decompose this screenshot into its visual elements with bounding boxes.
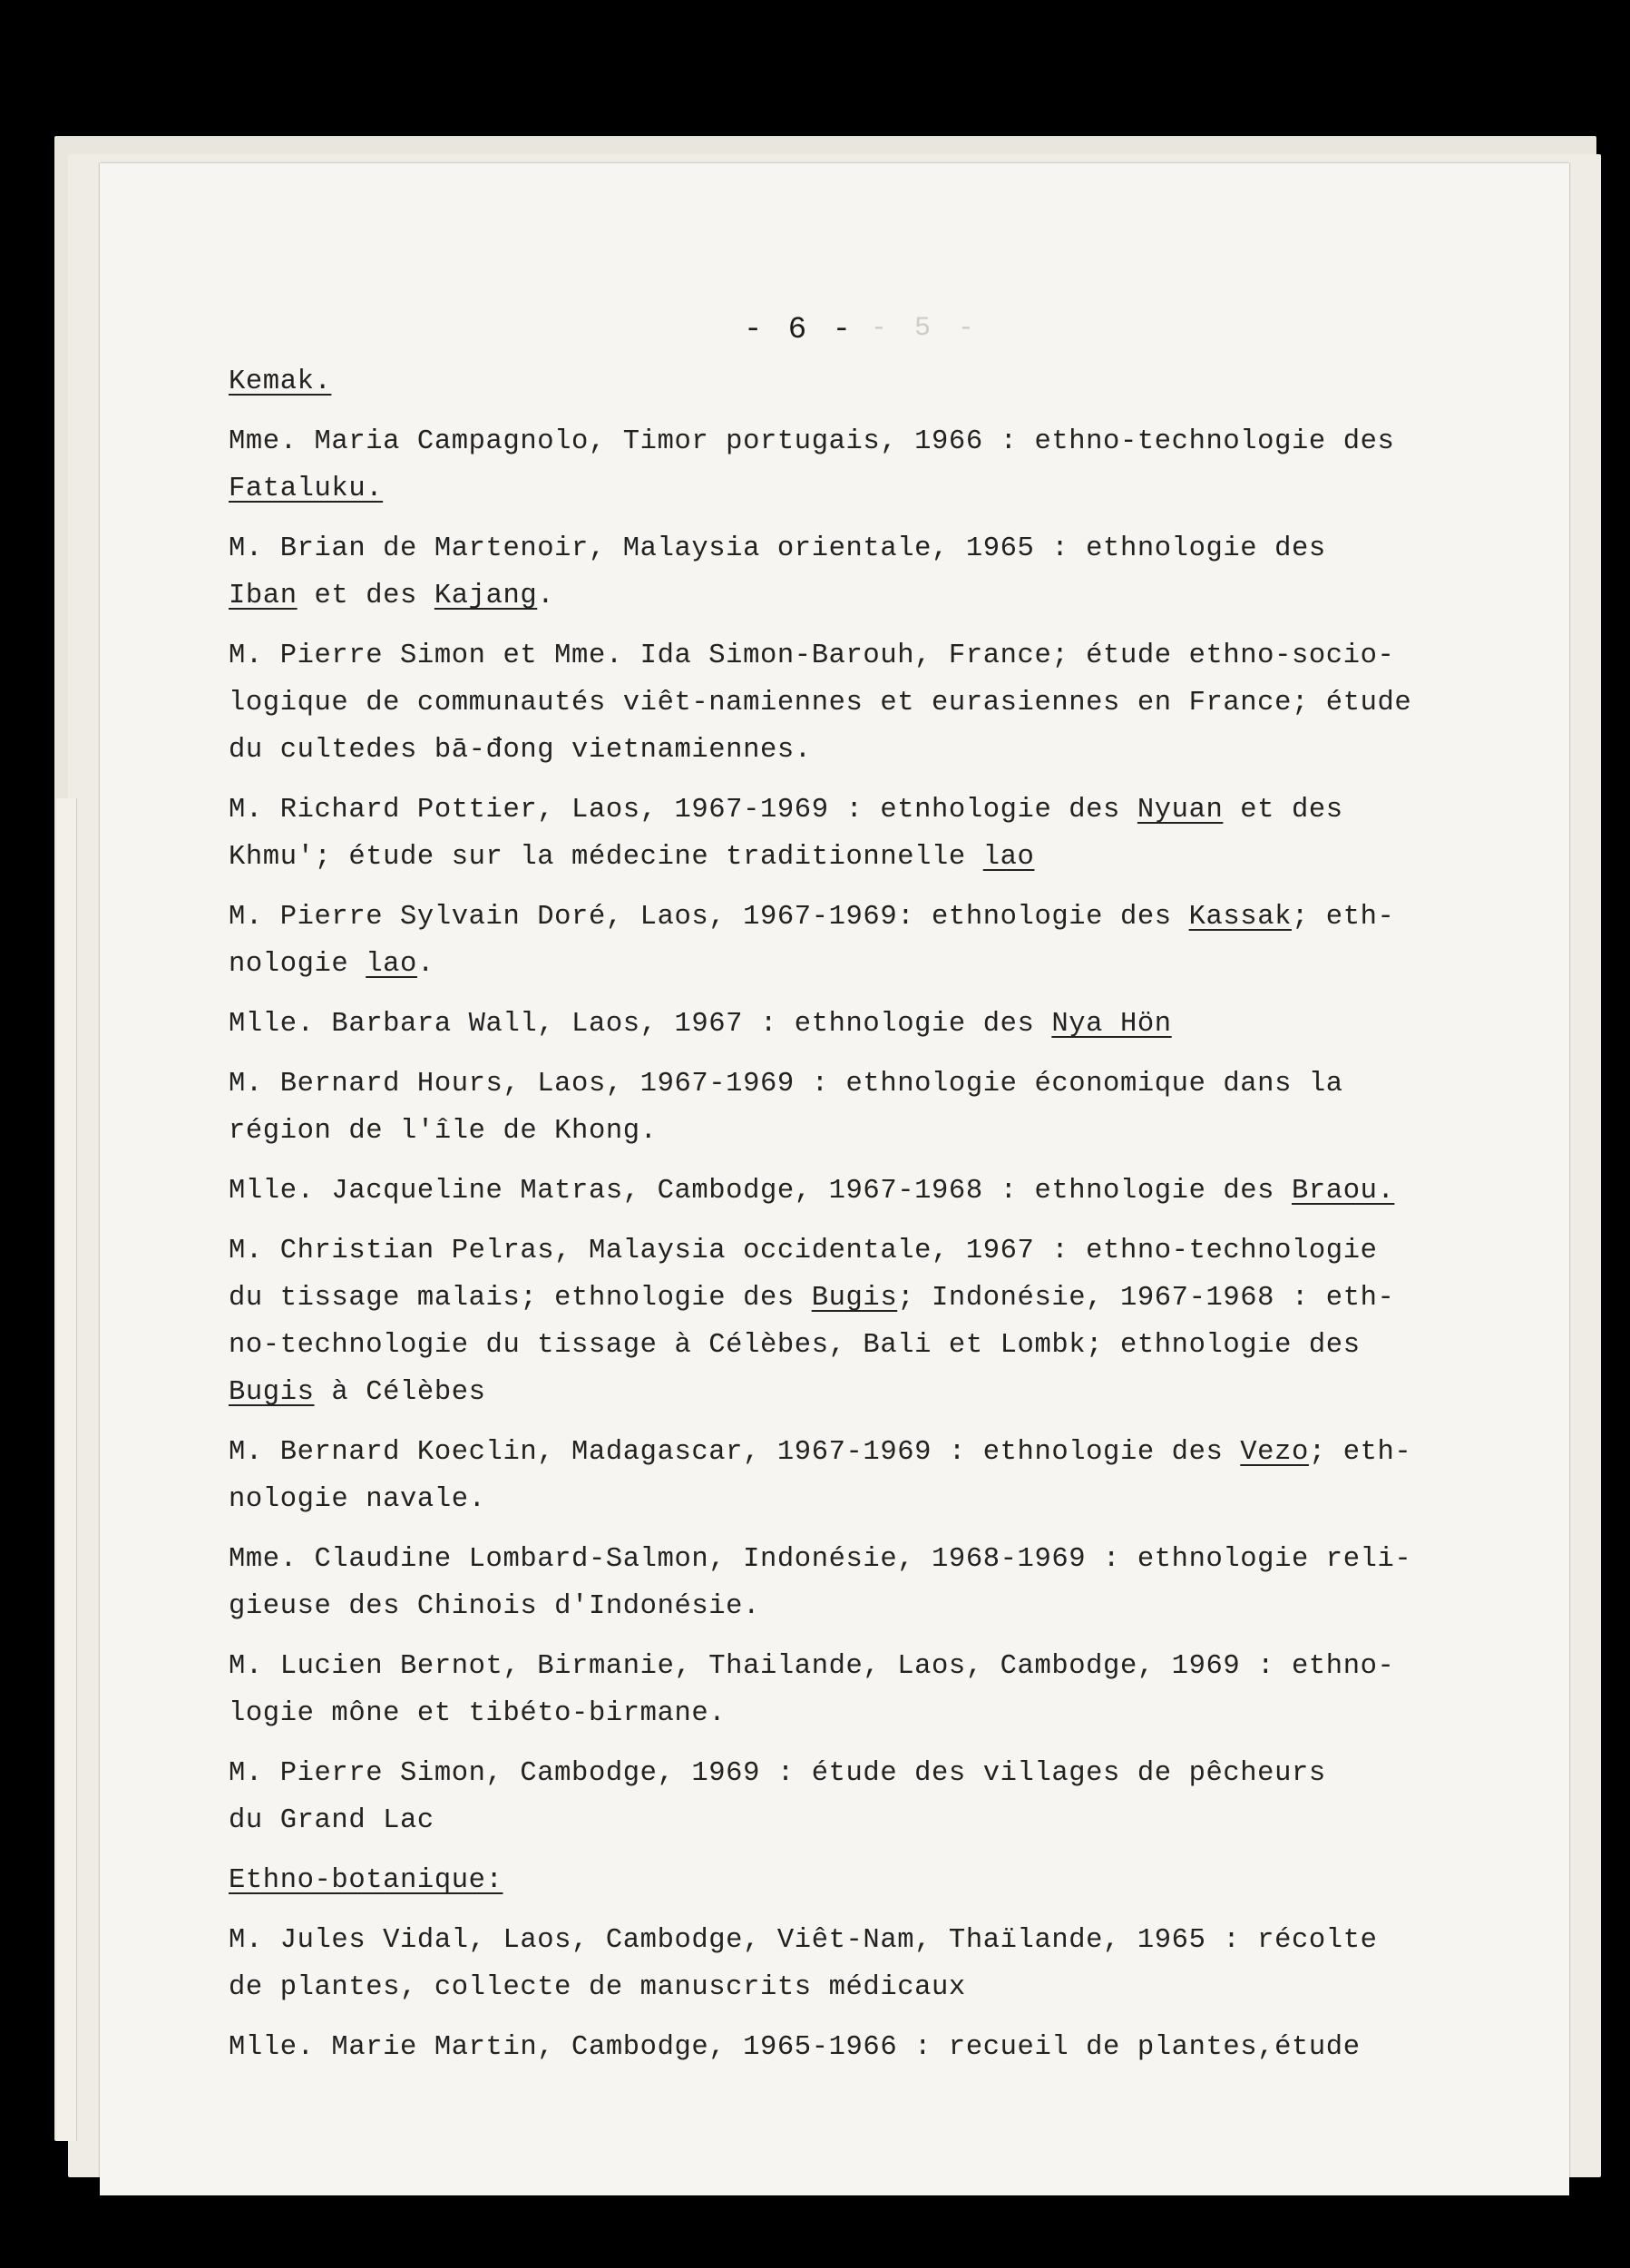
paragraph-gap [229, 1904, 1489, 1917]
entry-paragraph [229, 418, 1489, 513]
text-line [229, 465, 1489, 513]
entry-paragraph [229, 1429, 1489, 1523]
text-line [229, 1797, 1489, 1844]
entry-paragraph [229, 1750, 1489, 1844]
underlined-term: Bugis [811, 1283, 898, 1314]
underlined-term: Kassak [1188, 902, 1292, 933]
typed-text-body [229, 358, 1489, 2071]
text-line [229, 1227, 1489, 1275]
text-line [229, 1750, 1489, 1797]
text-run: logie mône et tibéto-birmane. [229, 1698, 727, 1729]
text-line [229, 1322, 1489, 1369]
text-line [229, 894, 1489, 941]
text-run: région de l'île de Khong. [229, 1116, 658, 1147]
text-line [229, 1964, 1489, 2011]
entry-paragraph [229, 358, 1489, 406]
text-run: M. Richard Pottier, Laos, 1967-1969 : etnhologie des [229, 795, 1137, 826]
text-run: nologie [229, 949, 366, 980]
page-edge [56, 798, 77, 2141]
underlined-term: Fataluku. [229, 474, 384, 504]
text-run: Mlle. Barbara Wall, Laos, 1967 : ethnologie des [229, 1009, 1052, 1040]
text-line [229, 1857, 1489, 1904]
text-line [229, 572, 1489, 620]
text-run: et des [1223, 795, 1343, 826]
bleed-through-page-number: - 5 - [871, 313, 981, 344]
entry-paragraph [229, 1917, 1489, 2011]
text-line [229, 727, 1489, 774]
text-run: nologie navale. [229, 1484, 486, 1515]
text-run: Mlle. Jacqueline Matras, Cambodge, 1967-1968 : ethnologie des [229, 1176, 1292, 1207]
entry-paragraph [229, 525, 1489, 620]
text-line [229, 1583, 1489, 1630]
paragraph-gap [229, 1523, 1489, 1536]
entry-paragraph [229, 632, 1489, 774]
text-line [229, 1476, 1489, 1523]
underlined-term: Nyuan [1137, 795, 1224, 826]
text-run: Mlle. Marie Martin, Cambodge, 1965-1966 : recueil de plantes,étude [229, 2032, 1361, 2063]
text-run: . [416, 949, 434, 980]
underlined-term: Vezo [1240, 1437, 1309, 1468]
text-line [229, 1429, 1489, 1476]
text-line [229, 418, 1489, 465]
paragraph-gap [229, 1155, 1489, 1168]
paragraph-gap [229, 406, 1489, 418]
text-run: et des [297, 581, 434, 611]
entry-paragraph [229, 787, 1489, 881]
text-line [229, 1275, 1489, 1322]
paragraph-gap [229, 774, 1489, 787]
entry-paragraph [229, 894, 1489, 988]
text-run: M. Pierre Simon et Mme. Ida Simon-Barouh, France; étude ethno-socio- [229, 640, 1395, 671]
text-line [229, 1369, 1489, 1416]
text-run: du cultedes bā-đong vietnamiennes. [229, 735, 812, 766]
text-run: du tissage malais; ethnologie des [229, 1283, 812, 1314]
paragraph-gap [229, 2011, 1489, 2024]
text-line [229, 1536, 1489, 1583]
text-run: M. Christian Pelras, Malaysia occidentale, 1967 : ethno-technologie [229, 1236, 1378, 1266]
paragraph-gap [229, 988, 1489, 1001]
text-line [229, 1061, 1489, 1108]
text-run: à Célèbes [314, 1377, 486, 1408]
text-run: M. Brian de Martenoir, Malaysia orientale, 1965 : ethnologie des [229, 533, 1326, 564]
paragraph-gap [229, 1048, 1489, 1061]
underlined-term: Kajang [434, 581, 538, 611]
underlined-term: Iban [229, 581, 298, 611]
text-line [229, 787, 1489, 834]
text-run: M. Bernard Koeclin, Madagascar, 1967-1969 : ethnologie des [229, 1437, 1241, 1468]
entry-paragraph [229, 1536, 1489, 1630]
text-run: Mme. Claudine Lombard-Salmon, Indonésie, 1968-1969 : ethnologie reli- [229, 1544, 1412, 1575]
text-line [229, 2024, 1489, 2071]
text-run: logique de communautés viêt-namiennes et eurasiennes en France; étude [229, 688, 1412, 719]
text-line [229, 1108, 1489, 1155]
paragraph-gap [229, 881, 1489, 894]
entry-paragraph [229, 2024, 1489, 2071]
page-number: - 6 - [744, 313, 855, 347]
underlined-term: lao [982, 842, 1035, 873]
underlined-term: Nya Hön [1051, 1009, 1172, 1040]
entry-paragraph [229, 1643, 1489, 1737]
entry-paragraph [229, 1001, 1489, 1048]
text-run: Mme. Maria Campagnolo, Timor portugais, 1966 : ethno-technologie des [229, 426, 1395, 457]
text-run: gieuse des Chinois d'Indonésie. [229, 1591, 760, 1622]
text-run: . [537, 581, 555, 611]
text-line [229, 1001, 1489, 1048]
text-run: no-technologie du tissage à Célèbes, Bali et Lombk; ethnologie des [229, 1330, 1361, 1361]
text-line [229, 525, 1489, 572]
entry-paragraph [229, 1168, 1489, 1215]
text-run: M. Pierre Simon, Cambodge, 1969 : étude des villages de pêcheurs [229, 1758, 1326, 1789]
text-run: ; eth- [1308, 1437, 1412, 1468]
text-line [229, 834, 1489, 881]
text-run: ; eth- [1292, 902, 1395, 933]
underlined-term: lao [366, 949, 417, 980]
text-line [229, 1168, 1489, 1215]
text-run: Khmu'; étude sur la médecine traditionnelle [229, 842, 983, 873]
text-line [229, 358, 1489, 406]
paragraph-gap [229, 1737, 1489, 1750]
text-line [229, 1643, 1489, 1690]
text-run: M. Jules Vidal, Laos, Cambodge, Viêt-Nam, Thaïlande, 1965 : récolte [229, 1925, 1378, 1956]
text-run: ; Indonésie, 1967-1968 : eth- [897, 1283, 1395, 1314]
paragraph-gap [229, 1215, 1489, 1227]
text-line [229, 941, 1489, 988]
text-run: de plantes, collecte de manuscrits médicaux [229, 1972, 966, 2003]
entry-paragraph [229, 1061, 1489, 1155]
paragraph-gap [229, 1844, 1489, 1857]
paragraph-gap [229, 620, 1489, 632]
underlined-term: Braou. [1291, 1176, 1395, 1207]
text-line [229, 1690, 1489, 1737]
underlined-term: Ethno-botanique: [229, 1865, 503, 1896]
underlined-term: Bugis [229, 1377, 315, 1408]
entry-paragraph [229, 1227, 1489, 1416]
entry-paragraph [229, 1857, 1489, 1904]
text-run: M. Lucien Bernot, Birmanie, Thailande, Laos, Cambodge, 1969 : ethno- [229, 1651, 1395, 1682]
text-run: M. Pierre Sylvain Doré, Laos, 1967-1969: ethnologie des [229, 902, 1189, 933]
paragraph-gap [229, 1416, 1489, 1429]
text-line [229, 679, 1489, 727]
text-run: M. Bernard Hours, Laos, 1967-1969 : ethnologie économique dans la [229, 1069, 1343, 1100]
text-line [229, 1917, 1489, 1964]
paragraph-gap [229, 1630, 1489, 1643]
text-line [229, 632, 1489, 679]
text-run: du Grand Lac [229, 1805, 434, 1836]
underlined-term: Kemak. [229, 367, 332, 397]
paragraph-gap [229, 513, 1489, 525]
